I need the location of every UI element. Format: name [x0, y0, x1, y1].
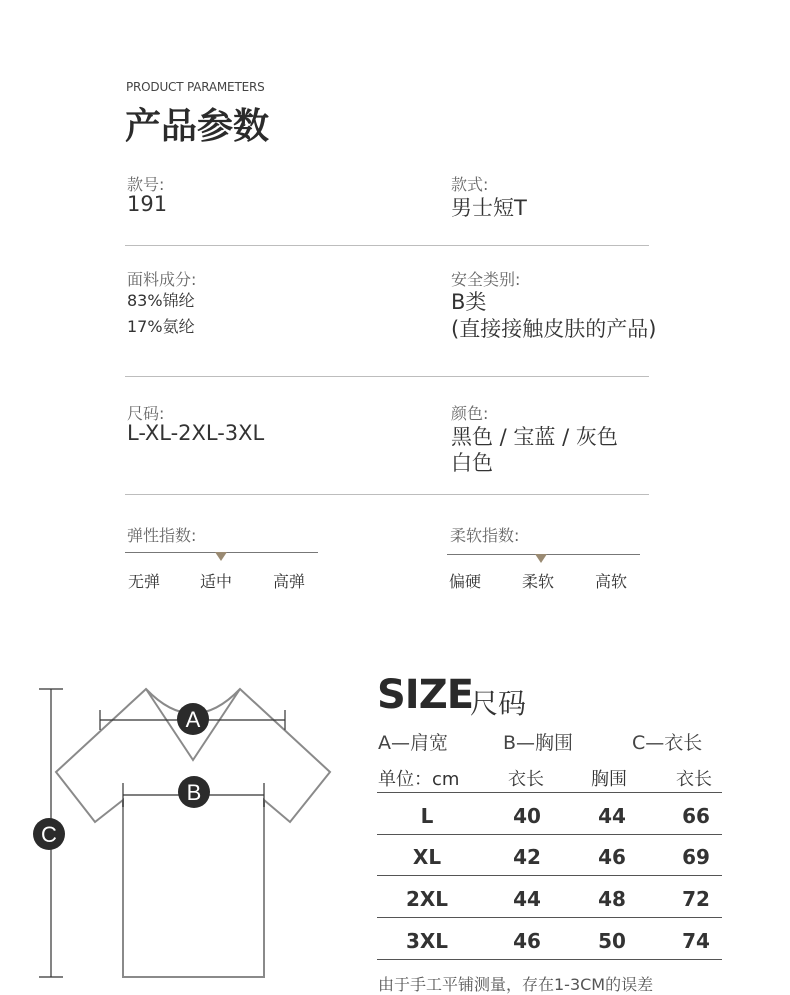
measurement-note: 由于手工平铺测量，存在1-3CM的误差 — [378, 975, 654, 994]
style-label: 款式: — [451, 175, 489, 194]
marker-b-label: B — [186, 780, 202, 805]
table-rule — [377, 792, 722, 793]
value-cell: 50 — [598, 929, 626, 953]
fabric-value-2: 17%氨纶 — [127, 317, 195, 336]
softness-option: 偏硬 — [449, 572, 482, 591]
section-subtitle: PRODUCT PARAMETERS — [126, 80, 265, 94]
table-rule — [377, 834, 722, 835]
value-cell: 69 — [682, 845, 710, 869]
value-cell: 72 — [682, 887, 710, 911]
legend-item: A—肩宽 — [378, 732, 448, 754]
color-label: 颜色: — [451, 404, 489, 423]
softness-option: 柔软 — [522, 572, 555, 591]
elasticity-option: 无弹 — [128, 572, 161, 591]
table-rule — [377, 875, 722, 876]
size-cell: XL — [412, 845, 442, 869]
elasticity-option: 适中 — [200, 572, 233, 591]
marker-c-label: C — [41, 822, 57, 847]
table-rule — [377, 959, 722, 960]
marker-a-label: A — [185, 707, 201, 732]
softness-option: 高软 — [595, 572, 628, 591]
value-cell: 48 — [598, 887, 626, 911]
legend-item: C—衣长 — [632, 732, 703, 754]
model-label: 款号: — [127, 175, 165, 194]
fabric-value-1: 83%锦纶 — [127, 291, 195, 310]
page-title: 产品参数 — [125, 106, 270, 147]
value-cell: 42 — [513, 845, 541, 869]
column-header: 衣长 — [676, 769, 712, 790]
size-title: SIZE — [377, 672, 474, 718]
value-cell: 74 — [682, 929, 710, 953]
marker-a-icon — [177, 703, 209, 735]
elasticity-label: 弹性指数: — [127, 526, 197, 545]
value-cell: 40 — [513, 804, 541, 828]
size-cell: 2XL — [405, 887, 449, 911]
elasticity-option: 高弹 — [273, 572, 306, 591]
marker-b-icon — [178, 776, 210, 808]
safety-value: B类 — [451, 290, 487, 314]
column-header: 胸围 — [591, 769, 627, 790]
column-header: 衣长 — [508, 769, 544, 790]
table-rule — [377, 917, 722, 918]
size-title-cn: 尺码 — [470, 687, 527, 720]
fabric-label: 面料成分: — [127, 270, 197, 289]
size-cell: L — [420, 804, 434, 828]
value-cell: 44 — [513, 887, 541, 911]
legend-item: B—胸围 — [503, 732, 574, 754]
color-value-1: 黑色 / 宝蓝 / 灰色 — [451, 425, 618, 449]
color-value-2: 白色 — [451, 451, 493, 475]
style-value: 男士短T — [451, 196, 527, 220]
safety-label: 安全类别: — [451, 270, 521, 289]
size-value: L-XL-2XL-3XL — [127, 421, 265, 445]
marker-c-icon — [33, 818, 65, 850]
safety-note: (直接接触皮肤的产品) — [451, 317, 657, 341]
value-cell: 44 — [598, 804, 626, 828]
unit-label: 单位：cm — [378, 769, 460, 790]
value-cell: 46 — [513, 929, 541, 953]
size-cell: 3XL — [405, 929, 449, 953]
model-value: 191 — [127, 192, 168, 216]
value-cell: 66 — [682, 804, 710, 828]
size-label: 尺码: — [127, 404, 165, 423]
value-cell: 46 — [598, 845, 626, 869]
softness-label: 柔软指数: — [450, 526, 520, 545]
